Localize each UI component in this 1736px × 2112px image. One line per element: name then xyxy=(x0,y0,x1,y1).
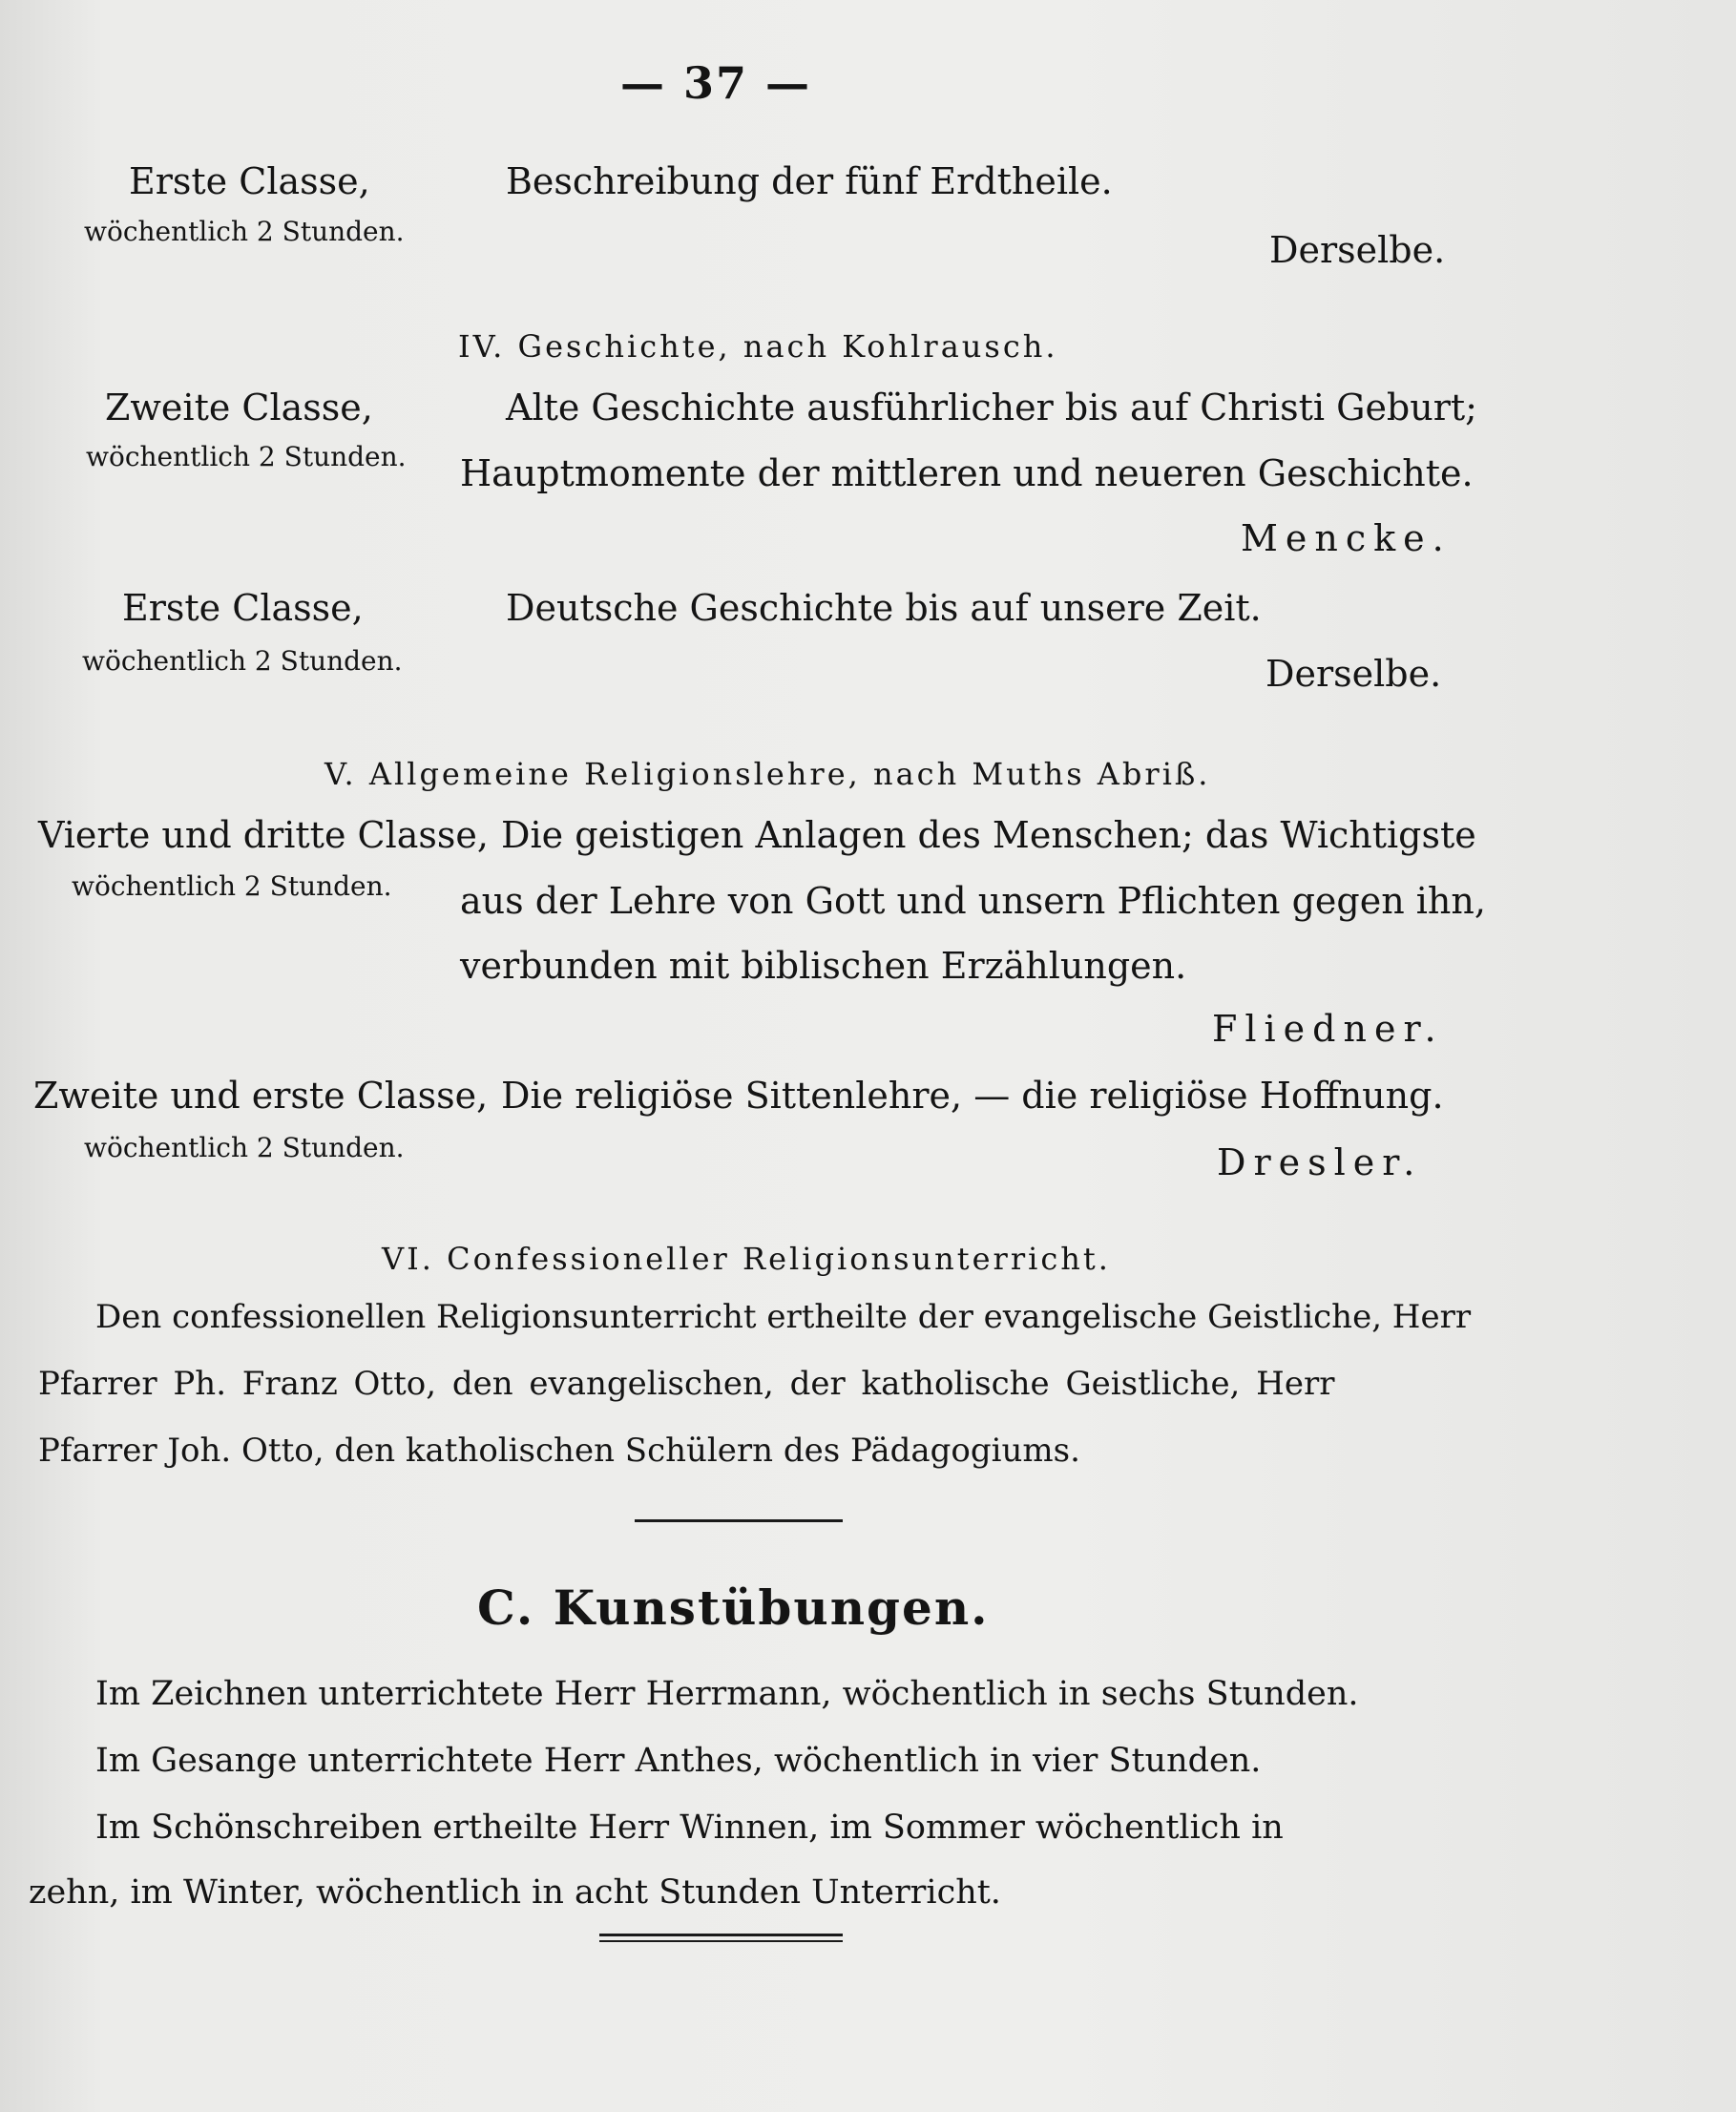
hours-label: wöchentlich 2 Stunden. xyxy=(72,870,392,902)
topic-text: verbunden mit biblischen Erzählungen. xyxy=(460,945,1187,987)
teacher-name: Mencke. xyxy=(1241,517,1452,559)
section-heading-confessional: VI. Confessioneller Religionsunterricht. xyxy=(382,1241,1111,1277)
paragraph-line: Pfarrer Joh. Otto, den katholischen Schülern des Pädagogiums. xyxy=(38,1432,1080,1470)
section-heading-history: IV. Geschichte, nach Kohlrausch. xyxy=(458,328,1058,365)
divider xyxy=(635,1519,843,1522)
paragraph-line: Pfarrer Ph. Franz Otto, den evangelischen, der katholische Geistliche, Herr xyxy=(38,1365,1335,1403)
hours-label: wöchentlich 2 Stunden. xyxy=(84,216,405,247)
paragraph-line: Im Gesange unterrichtete Herr Anthes, wöchentlich in vier Stunden. xyxy=(95,1742,1262,1780)
class-label: Erste Classe, xyxy=(129,160,370,202)
teacher-name: Derselbe. xyxy=(1269,229,1446,271)
paragraph-line: Im Zeichnen unterrichtete Herr Herrmann, wöchentlich in sechs Stunden. xyxy=(95,1675,1359,1713)
class-label: Zweite und erste Classe, xyxy=(33,1075,489,1117)
class-label: Vierte und dritte Classe, xyxy=(38,814,489,856)
class-label: Zweite Classe, xyxy=(105,387,373,429)
teacher-name: Dresler. xyxy=(1217,1141,1423,1183)
end-rule-top xyxy=(599,1934,843,1936)
paragraph-line: zehn, im Winter, wöchentlich in acht Stunden Unterricht. xyxy=(29,1873,1001,1912)
teacher-name: Fliedner. xyxy=(1212,1008,1444,1050)
class-label: Erste Classe, xyxy=(122,587,364,629)
section-heading-art: C. Kunstübungen. xyxy=(477,1579,990,1636)
paragraph-line: Im Schönschreiben ertheilte Herr Winnen, im Sommer wöchentlich in xyxy=(95,1809,1284,1847)
section-heading-religion: V. Allgemeine Religionslehre, nach Muths Abriß. xyxy=(324,756,1211,792)
hours-label: wöchentlich 2 Stunden. xyxy=(82,645,403,677)
hours-label: wöchentlich 2 Stunden. xyxy=(84,1132,405,1163)
topic-text: Hauptmomente der mittleren und neueren Geschichte. xyxy=(460,452,1474,494)
topic-text: Deutsche Geschichte bis auf unsere Zeit. xyxy=(506,587,1262,629)
teacher-name: Derselbe. xyxy=(1265,653,1442,695)
topic-text: Alte Geschichte ausführlicher bis auf Christi Geburt; xyxy=(506,387,1477,429)
topic-text: aus der Lehre von Gott und unsern Pflichten gegen ihn, xyxy=(460,880,1486,922)
page-number: — 37 — xyxy=(620,57,812,109)
end-rule-bottom xyxy=(599,1940,843,1942)
paragraph-line: Den confessionellen Religionsunterricht ertheilte der evangelische Geistliche, Herr xyxy=(95,1298,1472,1336)
topic-text: Die religiöse Sittenlehre, — die religiöse Hoffnung. xyxy=(501,1075,1444,1117)
hours-label: wöchentlich 2 Stunden. xyxy=(86,441,407,472)
topic-text: Die geistigen Anlagen des Menschen; das Wichtigste xyxy=(501,814,1476,856)
topic-text: Beschreibung der fünf Erdtheile. xyxy=(506,160,1113,202)
